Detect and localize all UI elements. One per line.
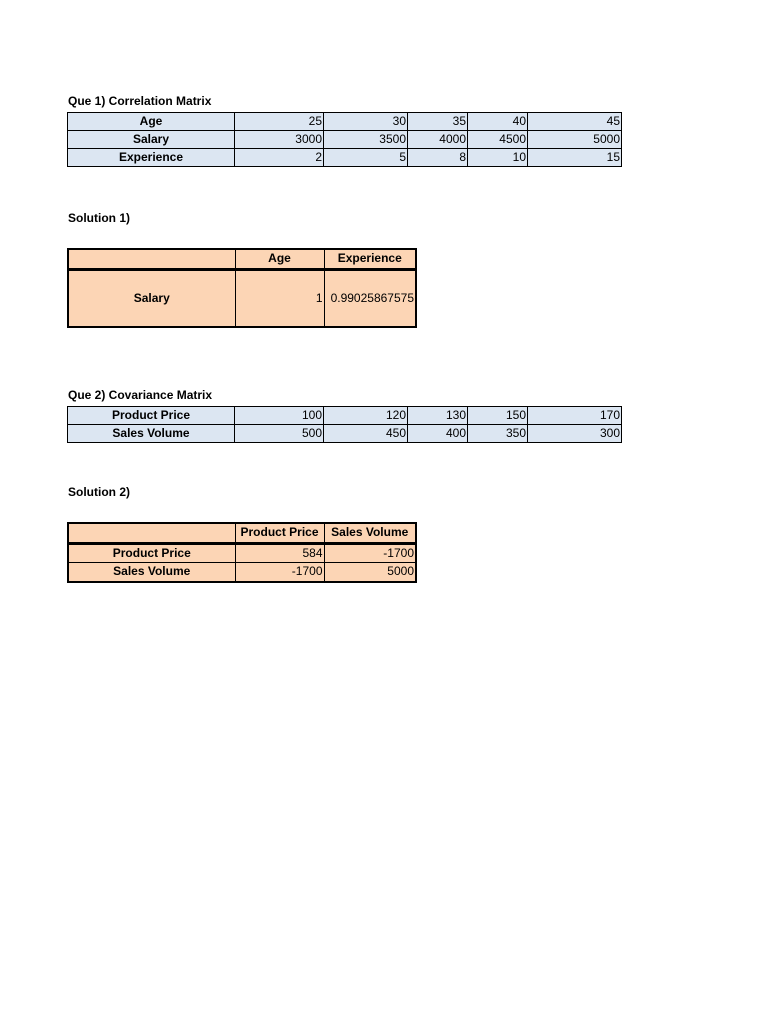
row-label[interactable]: Product Price [68, 407, 235, 425]
table-cell[interactable]: 500 [235, 425, 324, 443]
row-label[interactable]: Sales Volume [68, 425, 235, 443]
table-cell[interactable]: 4500 [468, 131, 528, 149]
table-row [68, 562, 416, 582]
s1-table [67, 248, 417, 328]
table-cell[interactable]: 150 [468, 407, 528, 425]
q2-table [67, 406, 622, 443]
table-cell[interactable]: 5 [324, 149, 408, 167]
row-label[interactable]: Experience [68, 149, 235, 167]
header-cell[interactable]: Experience [324, 249, 416, 269]
table-cell[interactable]: 450 [324, 425, 408, 443]
row-label[interactable]: Salary [68, 131, 235, 149]
table-cell[interactable]: 130 [408, 407, 468, 425]
table-cell[interactable]: 584 [235, 543, 324, 562]
table-cell[interactable]: 45 [528, 113, 622, 131]
table-cell[interactable]: 3000 [235, 131, 324, 149]
table-cell[interactable]: 300 [528, 425, 622, 443]
row-label[interactable]: Salary [68, 269, 235, 327]
table-cell[interactable]: 25 [235, 113, 324, 131]
header-cell[interactable]: Age [235, 249, 324, 269]
table-cell[interactable]: 400 [408, 425, 468, 443]
table-cell[interactable]: -1700 [324, 543, 416, 562]
row-label[interactable]: Sales Volume [68, 562, 235, 582]
table-cell[interactable]: 170 [528, 407, 622, 425]
table-cell[interactable]: 30 [324, 113, 408, 131]
table-cell[interactable]: 10 [468, 149, 528, 167]
table-row [68, 131, 622, 149]
q1-table [67, 112, 622, 167]
s2-title: Solution 2) [68, 485, 130, 499]
table-row [68, 113, 622, 131]
header-cell[interactable] [68, 523, 235, 543]
table-cell[interactable]: 15 [528, 149, 622, 167]
table-row [68, 269, 416, 327]
header-cell[interactable]: Sales Volume [324, 523, 416, 543]
q1-title: Que 1) Correlation Matrix [68, 94, 212, 108]
header-cell[interactable] [68, 249, 235, 269]
row-label[interactable]: Product Price [68, 543, 235, 562]
header-cell[interactable]: Product Price [235, 523, 324, 543]
table-cell[interactable]: 2 [235, 149, 324, 167]
table-cell[interactable]: -1700 [235, 562, 324, 582]
table-cell[interactable]: 1 [235, 269, 324, 327]
table-row [68, 407, 622, 425]
table-cell[interactable]: 350 [468, 425, 528, 443]
table-row [68, 249, 416, 269]
table-cell[interactable]: 40 [468, 113, 528, 131]
table-row [68, 425, 622, 443]
table-cell[interactable]: 5000 [324, 562, 416, 582]
table-cell[interactable]: 8 [408, 149, 468, 167]
table-cell[interactable]: 100 [235, 407, 324, 425]
table-row [68, 523, 416, 543]
table-cell[interactable]: 3500 [324, 131, 408, 149]
q2-title: Que 2) Covariance Matrix [68, 388, 213, 402]
s1-title: Solution 1) [68, 211, 130, 225]
table-cell[interactable]: 0.99025867575 [324, 269, 416, 327]
table-cell[interactable]: 4000 [408, 131, 468, 149]
s2-table [67, 522, 417, 583]
table-row [68, 543, 416, 562]
table-cell[interactable]: 5000 [528, 131, 622, 149]
table-cell[interactable]: 35 [408, 113, 468, 131]
table-cell[interactable]: 120 [324, 407, 408, 425]
row-label[interactable]: Age [68, 113, 235, 131]
table-row [68, 149, 622, 167]
